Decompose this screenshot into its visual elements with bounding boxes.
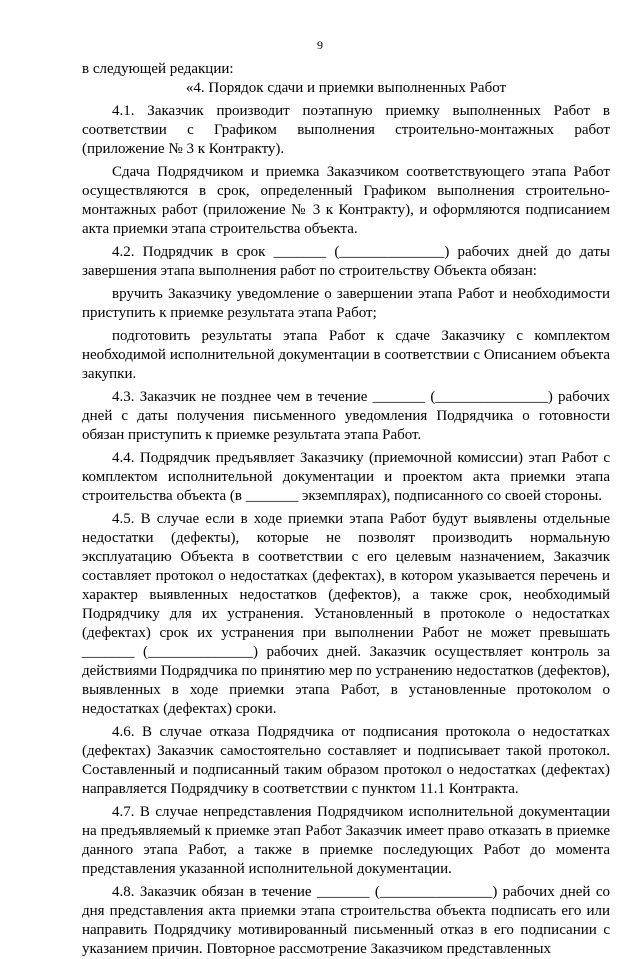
page-number: 9	[317, 38, 323, 52]
document-body	[82, 60, 610, 959]
clause-4-2-item-2: подготовить результаты этапа Работ к сдаче Заказчику с комплектом необходимой исполнительной документации в соответствии с Описанием объекта закупки.	[82, 328, 610, 382]
section-heading: «4. Порядок сдачи и приемки выполненных Работ	[185, 80, 507, 96]
clause-4-4: 4.4. Подрядчик предъявляет Заказчику (приемочной комиссии) этап Работ с комплектом исполнительной документации и проектом акта приемки этапа строительства объекта (в _______ экземплярах), подписанного со своей стороны.	[82, 450, 610, 504]
clause-4-3: 4.3. Заказчик не позднее чем в течение _______ (_______________) рабочих дней с даты получения письменного уведомления Подрядчика о готовности обязан приступить к приемке результата этапа Работ.	[82, 389, 610, 443]
clause-4-2: 4.2. Подрядчик в срок _______ (______________) рабочих дней до даты завершения этапа выполнения работ по строительству Объекта обязан:	[82, 244, 610, 279]
clause-4-8: 4.8. Заказчик обязан в течение _______ (_______________) рабочих дней со дня представления акта приемки этапа строительства объекта подписать его или направить Подрядчику мотивированный письменный отказ в его подписании с указанием причин. Повторное рассмотрение Заказчиком представленных	[82, 884, 610, 957]
clause-4-5: 4.5. В случае если в ходе приемки этапа Работ будут выявлены отдельные недостатки (дефекты), которые не позволят производить нормальную эксплуатацию Объекта в соответствии с его целевым назначением, Заказчик составляет протокол о недостатках (дефектах), в котором указывается перечень и характер выявленных недостатков (дефектов), а также срок, необходимый Подрядчику для их устранения. Установленный в протоколе о недостатках (дефектах) срок их устранения при выполнении Работ не может превышать _______ (______________) рабочих дней. Заказчик осуществляет контроль за действиями Подрядчика по принятию мер по устранению недостатков (дефектов), выявленных в ходе приемки этапа Работ, в установленные протоколом о недостатках (дефектах) сроки.	[82, 511, 610, 717]
clause-4-1-paragraph-2: Сдача Подрядчиком и приемка Заказчиком соответствующего этапа Работ осуществляются в срок, определенный Графиком выполнения строительно-монтажных работ (приложение № 3 к Контракту), и оформляются подписанием акта приемки этапа строительства объекта.	[82, 164, 610, 237]
clause-4-6: 4.6. В случае отказа Подрядчика от подписания протокола о недостатках (дефектах) Заказчик самостоятельно составляет и подписывает такой протокол. Составленный и подписанный таким образом протокол о недостатках (дефектах) направляется Подрядчику в соответствии с пунктом 11.1 Контракта.	[82, 724, 610, 797]
intro-line: в следующей редакции:	[82, 61, 234, 77]
clause-4-7: 4.7. В случае непредставления Подрядчиком исполнительной документации на предъявляемый к приемке этап Работ Заказчик имеет право отказать в приемке данного этапа Работ, а также в приемке последующих Работ до момента представления указанной исполнительной документации.	[82, 804, 610, 877]
clause-4-1: 4.1. Заказчик производит поэтапную приемку выполненных Работ в соответствии с Графиком выполнения строительно-монтажных работ (приложение № 3 к Контракту).	[82, 103, 610, 157]
clause-4-2-item-1: вручить Заказчику уведомление о завершении этапа Работ и необходимости приступить к приемке результата этапа Работ;	[82, 286, 610, 321]
